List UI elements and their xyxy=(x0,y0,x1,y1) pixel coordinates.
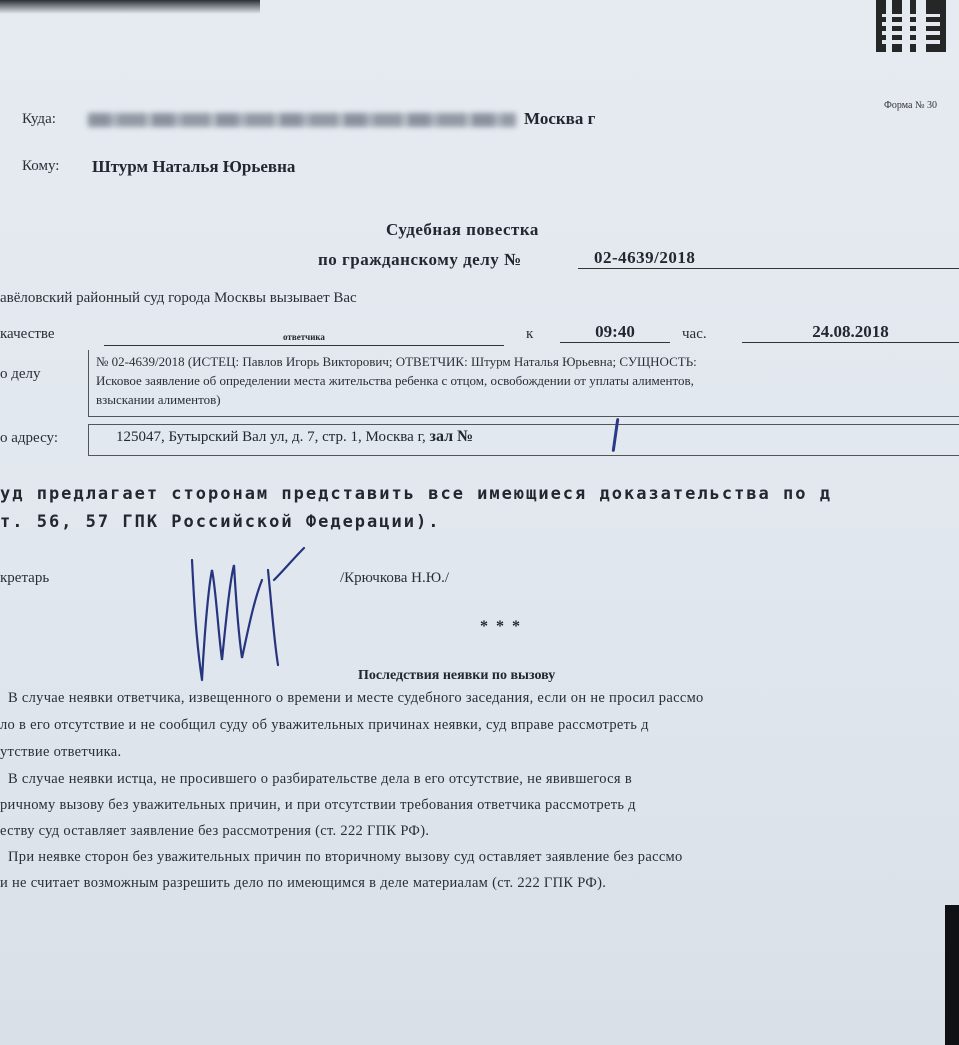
signature-image xyxy=(182,540,312,690)
consequences-line-8: и не считает возможным разрешить дело по имеющимся в деле материалам (ст. 222 ГПК РФ). xyxy=(0,875,607,891)
recipient-label: Кому: xyxy=(22,158,60,174)
to-city: Москва г xyxy=(524,109,596,128)
hearing-date: 24.08.2018 xyxy=(742,322,959,343)
case-label: о делу xyxy=(0,366,41,382)
consequences-line-1: В случае неявки ответчика, извещенного о времени и месте судебного заседания, если он не просил рассмо xyxy=(8,690,704,706)
qr-code-icon xyxy=(876,0,946,52)
form-number: Форма № 30 xyxy=(884,100,937,111)
recipient-name: Штурм Наталья Юрьевна xyxy=(92,157,296,176)
consequences-title: Последствия неявки по вызову xyxy=(358,668,556,683)
secretary-label: кретарь xyxy=(0,570,50,586)
case-line-3: взыскании алиментов) xyxy=(96,392,221,407)
capacity-field xyxy=(104,327,504,346)
consequences-line-4: В случае неявки истца, не просившего о разбирательстве дела в его отсутствие, не явившегося в xyxy=(8,771,632,787)
paper-shadow xyxy=(0,0,260,14)
at-label: к xyxy=(526,326,534,342)
room-label: зал № xyxy=(429,428,474,445)
hearing-time: 09:40 xyxy=(560,322,670,343)
address-row xyxy=(116,428,473,446)
evidence-notice-line-1: уд предлагает сторонам представить все имеющиеся доказательства по д xyxy=(0,484,832,504)
case-line-2: Исковое заявление об определении места жительства ребенка с отцом, освобождении от уплаты алиментов, xyxy=(96,373,694,388)
address-value: 125047, Бутырский Вал ул, д. 7, стр. 1, Москва г, xyxy=(116,429,426,445)
secretary-name: /Крючкова Н.Ю./ xyxy=(340,570,450,586)
hours-label: час. xyxy=(682,326,707,342)
capacity-value: ответчика xyxy=(283,332,325,342)
redacted-address xyxy=(88,113,516,127)
court-line: авёловский районный суд города Москвы вызывает Вас xyxy=(0,290,357,306)
consequences-line-2: ло в его отсутствие и не сообщил суду об уважительных причинах неявки, суд вправе рассмотреть д xyxy=(0,717,649,733)
photo-edge xyxy=(945,905,959,1045)
consequences-line-6: еству суд оставляет заявление без рассмотрения (ст. 222 ГПК РФ). xyxy=(0,823,430,839)
document-title: Судебная повестка xyxy=(386,220,539,239)
consequences-line-3: утствие ответчика. xyxy=(0,744,122,760)
consequences-line-7: При неявке сторон без уважительных причин по вторичному вызову суд оставляет заявление без рассмо xyxy=(8,849,683,865)
title-case-number: 02-4639/2018 xyxy=(578,248,959,269)
to-label: Куда: xyxy=(22,111,56,127)
to-address-row xyxy=(88,109,595,129)
address-label: о адресу: xyxy=(0,430,59,446)
consequences-line-5: ричному вызову без уважительных причин, и при отсутствии требования ответчика рассмотреть д xyxy=(0,797,636,813)
capacity-label: качестве xyxy=(0,326,55,342)
title-case-prefix: по гражданскому делу № xyxy=(318,250,522,269)
separator: * * * xyxy=(480,618,522,635)
evidence-notice-line-2: т. 56, 57 ГПК Российской Федерации). xyxy=(0,512,441,532)
case-description xyxy=(96,352,956,409)
case-line-1: № 02-4639/2018 (ИСТЕЦ: Павлов Игорь Викторович; ОТВЕТЧИК: Штурм Наталья Юрьевна; СУЩНОСТЬ: xyxy=(96,354,697,369)
